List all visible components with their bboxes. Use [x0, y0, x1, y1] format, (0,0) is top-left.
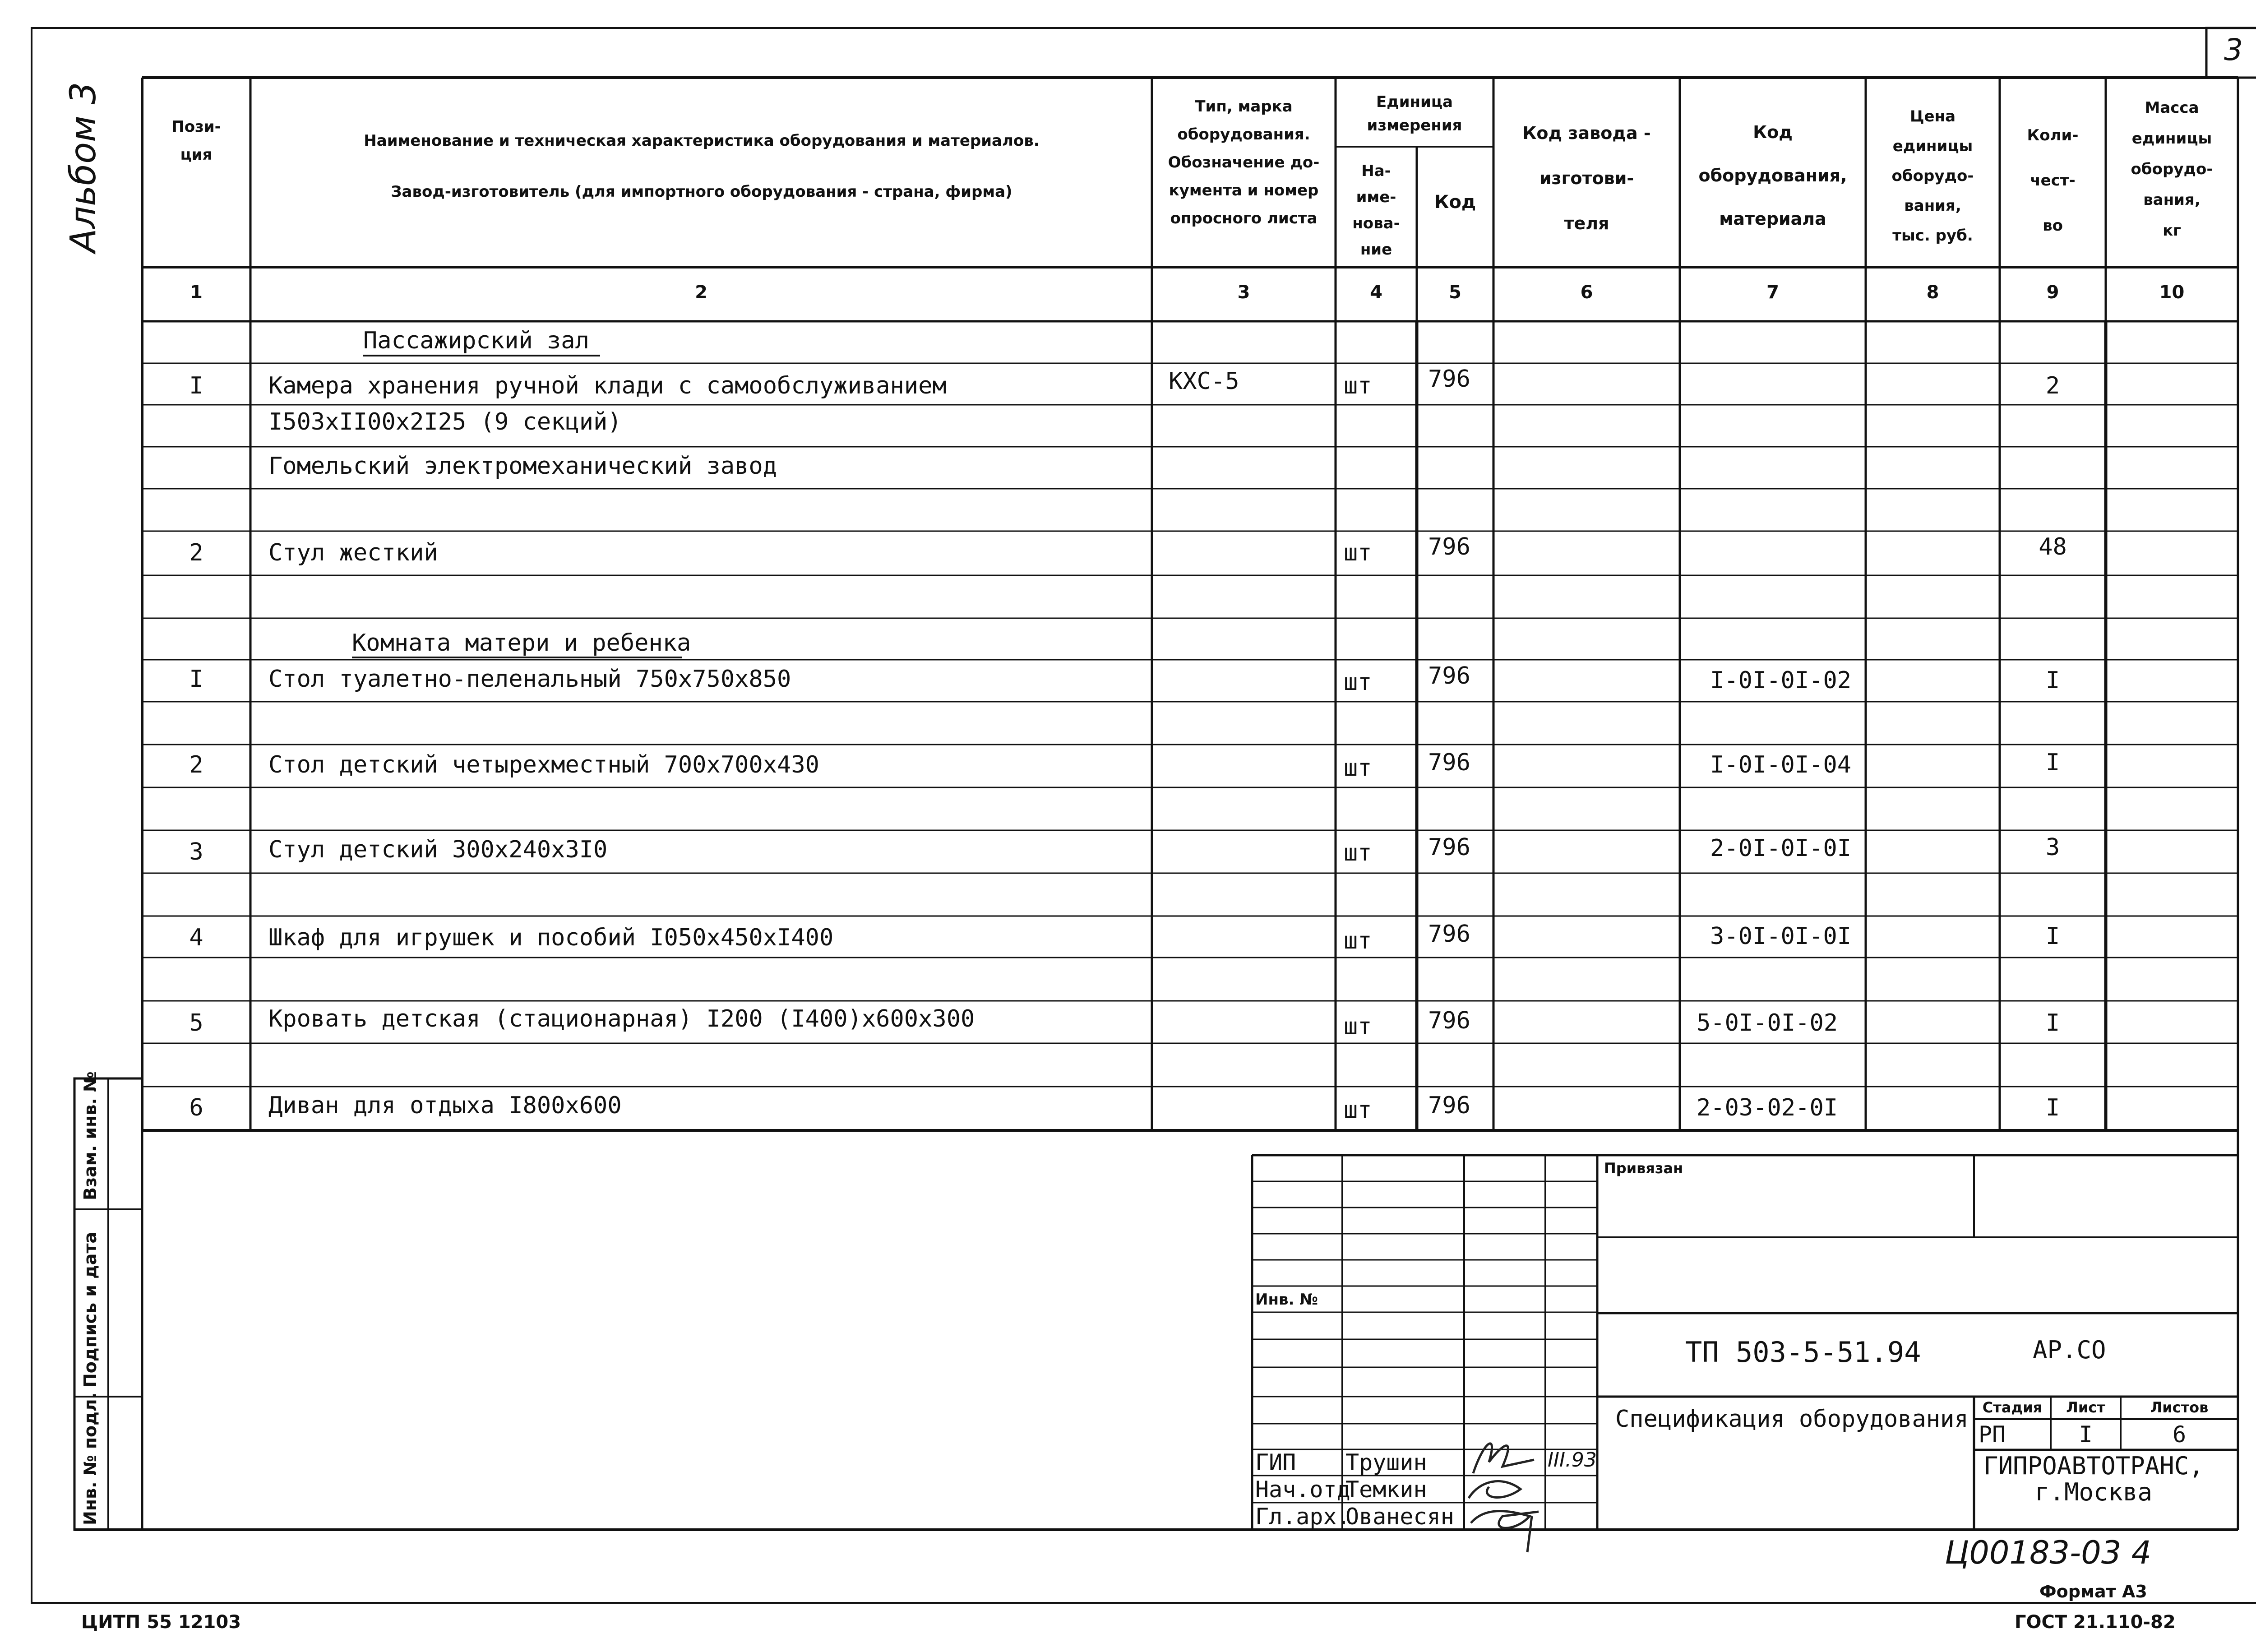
row-7-equipment-code: 5-0I-0I-02 — [1697, 1009, 1838, 1037]
tb-stage: РП — [1979, 1421, 2006, 1448]
row-5-qty: 3 — [2045, 834, 2060, 861]
row-4-unit: шт — [1344, 754, 1372, 782]
row-4-pos: 2 — [189, 751, 203, 778]
tb-name-gip: Трушин — [1345, 1449, 1427, 1476]
header-equipment-code: Код оборудования, материала — [1698, 122, 1847, 229]
row-1-type: КХС-5 — [1169, 368, 1239, 395]
row-6-pos: 4 — [189, 924, 203, 951]
tb-org: ГИПРОАВТОТРАНС, г.Москва — [1983, 1452, 2204, 1506]
tb-sheets: 6 — [2172, 1421, 2187, 1448]
tb-name-arch: Ованесян — [1345, 1504, 1454, 1530]
row-6-unit: шт — [1344, 927, 1372, 954]
col-num-8: 8 — [1926, 282, 1939, 303]
archive-number: Ц00183-03 4 — [1945, 1534, 2152, 1571]
gost-label: ГОСТ 21.110-82 — [2015, 1612, 2176, 1633]
row-5-code: 796 — [1428, 834, 1470, 861]
row-5-pos: 3 — [189, 838, 203, 865]
tb-role-gip: ГИП — [1255, 1449, 1296, 1476]
row-3-code: 796 — [1428, 662, 1470, 689]
stamp-inv-zam: Взам. инв. № — [80, 1071, 100, 1200]
stamp-sign-date: Подпись и дата — [80, 1231, 100, 1388]
header-factory-code: Код завода - изготови- теля — [1522, 123, 1651, 233]
row-8-qty: I — [2045, 1094, 2060, 1121]
tb-sheets-label: Листов — [2150, 1399, 2209, 1416]
tb-doc-suffix: АР.СО — [2033, 1336, 2106, 1364]
col-num-4: 4 — [1370, 282, 1382, 303]
tb-role-nach: Нач.отд — [1255, 1476, 1350, 1503]
row-3-equipment-code: I-0I-0I-02 — [1710, 667, 1852, 694]
row-2-code: 796 — [1428, 533, 1470, 560]
row-7-name: Кровать детская (стационарная) I200 (I400)х600х300 — [268, 1005, 975, 1032]
col-num-6: 6 — [1580, 282, 1593, 303]
section-title-mother-child: Комната матери и ребенка — [352, 629, 691, 657]
header-name-line2: Завод-изготовитель (для импортного оборудования - страна, фирма) — [391, 183, 1012, 201]
row-6-equipment-code: 3-0I-0I-0I — [1710, 923, 1852, 950]
row-1-qty: 2 — [2045, 372, 2060, 399]
tb-name-nach: Темкин — [1345, 1476, 1427, 1503]
header-position: Пози- ция — [171, 118, 221, 164]
tb-doc-code: ТП 503-5-51.94 — [1685, 1336, 1921, 1369]
row-4-name: Стол детский четырехместный 700х700х430 — [268, 751, 819, 778]
header-qty: Коли- чест- во — [2027, 126, 2079, 235]
row-3-pos: I — [189, 666, 203, 693]
tb-role-arch: Гл.арх. — [1255, 1504, 1350, 1530]
tb-sheet: I — [2079, 1421, 2093, 1448]
row-2-name: Стул жесткий — [268, 539, 438, 566]
stamp-inv-podl: Инв. № подл. — [80, 1392, 100, 1525]
col-num-10: 10 — [2159, 282, 2185, 303]
row-3-qty: I — [2045, 667, 2060, 694]
tb-date-note: III.93 — [1548, 1448, 1597, 1472]
format-label: Формат А3 — [2039, 1582, 2147, 1601]
row-1-dimensions: I503хII00х2I25 (9 секций) — [268, 408, 622, 435]
row-1-manufacturer: Гомельский электромеханический завод — [268, 453, 777, 480]
header-unit: Единица измерения — [1367, 93, 1462, 134]
header-type: Тип, марка оборудования. Обозначение до- кумента и номер опросного листа — [1168, 97, 1320, 227]
citp-label: ЦИТП 55 12103 — [81, 1612, 241, 1633]
row-5-equipment-code: 2-0I-0I-0I — [1710, 835, 1852, 862]
tb-inv-no: Инв. № — [1255, 1291, 1318, 1309]
row-1-name: Камера хранения ручной клади с самообслуживанием — [268, 372, 947, 399]
row-8-pos: 6 — [189, 1094, 203, 1121]
col-num-5: 5 — [1449, 282, 1461, 303]
row-6-code: 796 — [1428, 921, 1470, 948]
col-num-7: 7 — [1766, 282, 1779, 303]
header-mass: Масса единицы оборудо- вания, кг — [2131, 99, 2213, 240]
row-4-code: 796 — [1428, 749, 1470, 776]
tb-stage-label: Стадия — [1982, 1399, 2043, 1416]
row-8-unit: шт — [1344, 1097, 1372, 1124]
row-5-unit: шт — [1344, 839, 1372, 866]
album-label: Альбом 3 — [63, 82, 104, 253]
section-title-hall: Пассажирский зал — [363, 327, 589, 354]
row-3-unit: шт — [1344, 669, 1372, 696]
row-4-qty: I — [2045, 749, 2060, 776]
row-5-name: Стул детский 300х240х3I0 — [268, 836, 608, 863]
row-8-name: Диван для отдыха I800х600 — [268, 1092, 622, 1119]
row-3-name: Стол туалетно-пеленальный 750х750х850 — [268, 666, 791, 693]
row-1-unit: шт — [1344, 372, 1372, 399]
tb-sheet-label: Лист — [2066, 1399, 2105, 1416]
tb-doc-title: Спецификация оборудования — [1615, 1406, 1969, 1433]
row-2-unit: шт — [1344, 539, 1372, 566]
row-2-qty: 48 — [2039, 533, 2067, 560]
sheet-number: 3 — [2224, 32, 2243, 67]
row-7-qty: I — [2045, 1009, 2060, 1037]
col-num-3: 3 — [1237, 282, 1250, 303]
header-name-line1: Наименование и техническая характеристика оборудования и материалов. — [364, 132, 1040, 150]
row-6-qty: I — [2045, 923, 2060, 950]
col-num-9: 9 — [2046, 282, 2059, 303]
row-7-unit: шт — [1344, 1013, 1372, 1040]
header-unit-code: Код — [1434, 192, 1476, 213]
row-4-equipment-code: I-0I-0I-04 — [1710, 751, 1852, 778]
row-1-code: 796 — [1428, 366, 1470, 393]
header-price: Цена единицы оборудо- вания, тыс. руб. — [1891, 107, 1974, 245]
row-8-code: 796 — [1428, 1092, 1470, 1119]
header-unit-name: На- име- нова- ние — [1352, 162, 1400, 259]
col-num-2: 2 — [695, 282, 707, 303]
signature-marks — [1469, 1444, 1539, 1552]
col-num-1: 1 — [190, 282, 203, 303]
row-6-name: Шкаф для игрушек и пособий I050х450хI400 — [268, 924, 834, 951]
row-8-equipment-code: 2-03-02-0I — [1697, 1094, 1838, 1121]
row-7-code: 796 — [1428, 1007, 1470, 1034]
row-7-pos: 5 — [189, 1009, 203, 1037]
tb-privyazan: Привязан — [1604, 1160, 1683, 1177]
row-2-pos: 2 — [189, 539, 203, 566]
row-1-pos: I — [189, 372, 203, 399]
